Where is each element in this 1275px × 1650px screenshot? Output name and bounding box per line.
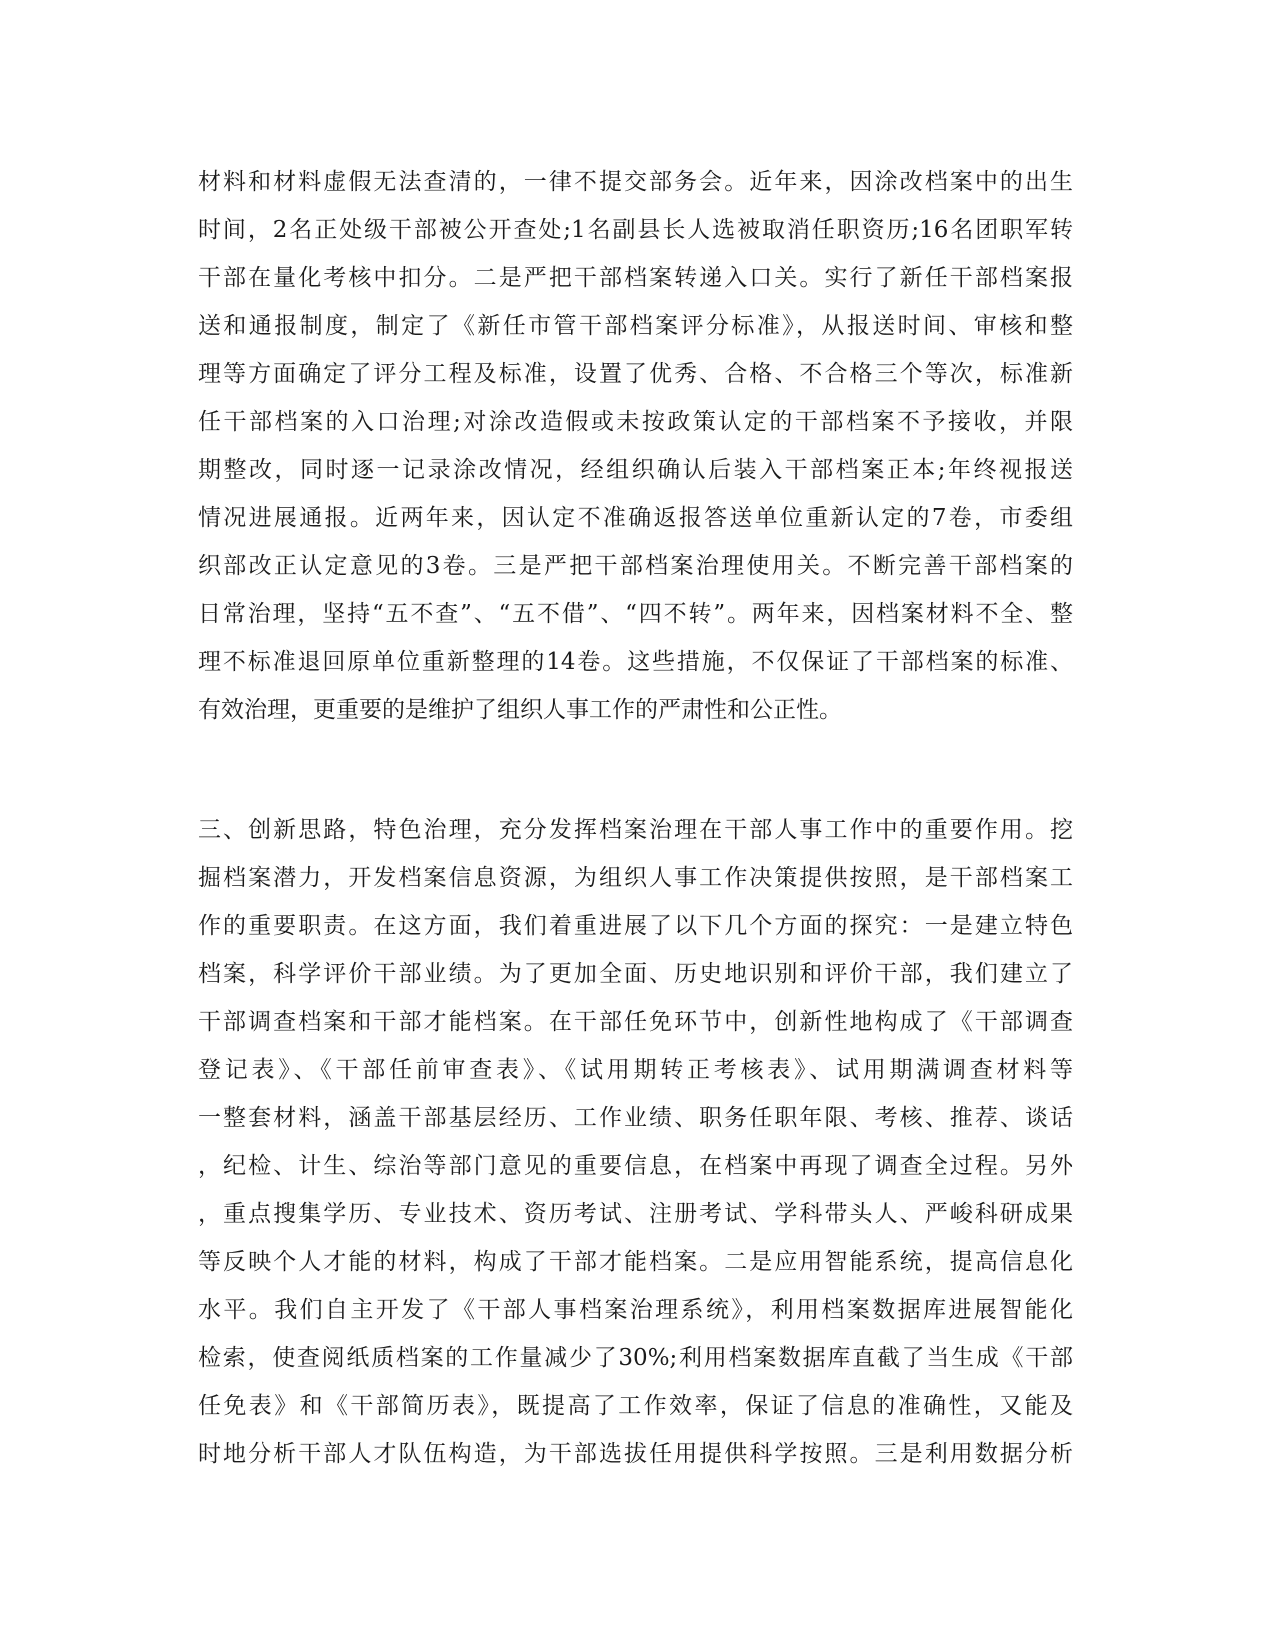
text-line: 理等方面确定了评分工程及标准，设置了优秀、合格、不合格三个等次，标准新 bbox=[198, 361, 1073, 387]
text-line: 情况进展通报。近两年来，因认定不准确返报答送单位重新认定的7卷，市委组 bbox=[198, 505, 1073, 531]
text-line: 理不标准退回原单位重新整理的14卷。这些措施，不仅保证了干部档案的标准、 bbox=[198, 649, 1073, 675]
text-line: 一整套材料，涵盖干部基层经历、工作业绩、职务任职年限、考核、推荐、谈话 bbox=[198, 1105, 1073, 1131]
text-line: 织部改正认定意见的3卷。三是严把干部档案治理使用关。不断完善干部档案的 bbox=[198, 553, 1073, 579]
text-line: 档案，科学评价干部业绩。为了更加全面、历史地识别和评价干部，我们建立了 bbox=[198, 961, 1073, 987]
text-line: 水平。我们自主开发了《干部人事档案治理系统》，利用档案数据库进展智能化 bbox=[198, 1297, 1073, 1323]
text-line: ，纪检、计生、综治等部门意见的重要信息，在档案中再现了调查全过程。另外 bbox=[198, 1153, 1073, 1179]
text-line: 送和通报制度，制定了《新任市管干部档案评分标准》，从报送时间、审核和整 bbox=[198, 313, 1073, 339]
text-line: 干部在量化考核中扣分。二是严把干部档案转递入口关。实行了新任干部档案报 bbox=[198, 265, 1073, 291]
text-line: 登记表》、《干部任前审查表》、《试用期转正考核表》、试用期满调查材料等 bbox=[198, 1057, 1073, 1083]
text-line: 时地分析干部人才队伍构造，为干部选拔任用提供科学按照。三是利用数据分析 bbox=[198, 1441, 1073, 1467]
text-line: 掘档案潜力，开发档案信息资源，为组织人事工作决策提供按照，是干部档案工 bbox=[198, 865, 1073, 891]
text-line: 有效治理，更重要的是维护了组织人事工作的严肃性和公正性。 bbox=[198, 697, 842, 723]
text-line: ，重点搜集学历、专业技术、资历考试、注册考试、学科带头人、严峻科研成果 bbox=[198, 1201, 1073, 1227]
paragraph-2 bbox=[198, 806, 1073, 1478]
text-line: 日常治理，坚持“五不查”、“五不借”、“四不转”。两年来，因档案材料不全、整 bbox=[198, 601, 1073, 627]
text-line: 作的重要职责。在这方面，我们着重进展了以下几个方面的探究：一是建立特色 bbox=[198, 913, 1073, 939]
text-line: 等反映个人才能的材料，构成了干部才能档案。二是应用智能系统，提高信息化 bbox=[198, 1249, 1073, 1275]
text-line: 任免表》和《干部简历表》，既提高了工作效率，保证了信息的准确性，又能及 bbox=[198, 1393, 1073, 1419]
text-line: 材料和材料虚假无法查清的，一律不提交部务会。近年来，因涂改档案中的出生 bbox=[198, 169, 1073, 195]
text-line: 检索，使查阅纸质档案的工作量减少了30%;利用档案数据库直截了当生成《干部 bbox=[198, 1345, 1073, 1371]
text-line: 期整改，同时逐一记录涂改情况，经组织确认后装入干部档案正本;年终视报送 bbox=[198, 457, 1073, 483]
text-line: 干部调查档案和干部才能档案。在干部任免环节中，创新性地构成了《干部调查 bbox=[198, 1009, 1073, 1035]
text-line: 三、创新思路，特色治理，充分发挥档案治理在干部人事工作中的重要作用。挖 bbox=[198, 817, 1073, 843]
paragraph-1 bbox=[198, 158, 1073, 734]
text-line: 任干部档案的入口治理;对涂改造假或未按政策认定的干部档案不予接收，并限 bbox=[198, 409, 1073, 435]
text-line: 时间，2名正处级干部被公开查处;1名副县长人选被取消任职资历;16名团职军转 bbox=[198, 217, 1073, 243]
